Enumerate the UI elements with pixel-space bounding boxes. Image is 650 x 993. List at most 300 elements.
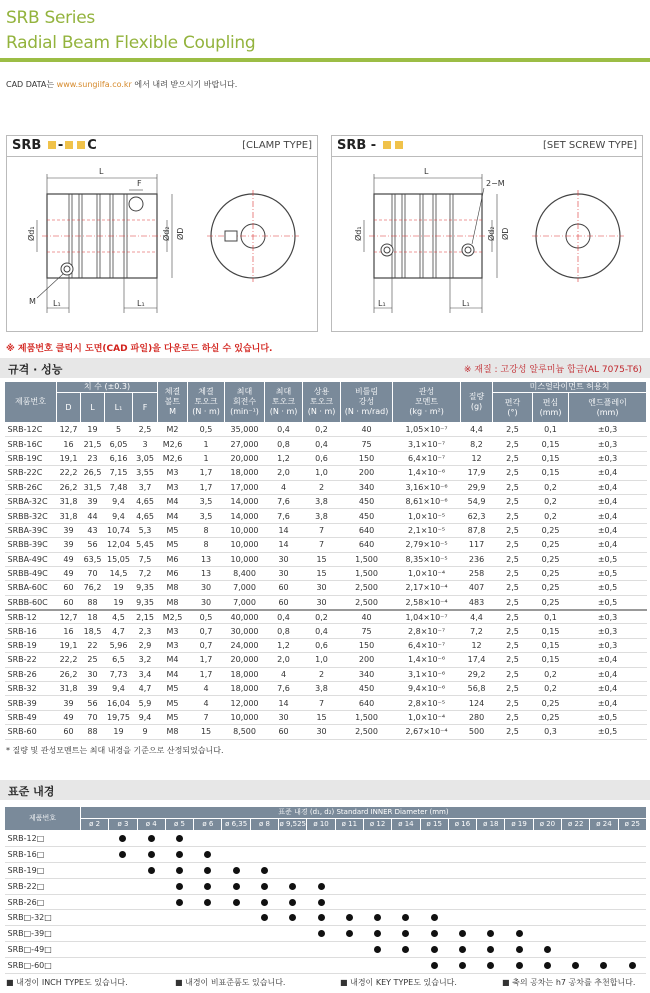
available-dot-icon <box>148 851 155 858</box>
model-link[interactable]: SRB-32 <box>5 682 57 696</box>
model-link[interactable]: SRB-22 <box>5 653 57 667</box>
bore-cell <box>392 942 420 958</box>
th-bore-size: ø 6 <box>194 819 222 831</box>
table-cell: 3,4 <box>133 667 158 681</box>
th-bore-size: ø 25 <box>618 819 646 831</box>
table-cell: 7,5 <box>133 552 158 566</box>
bore-model: SRB□-39□ <box>5 926 81 942</box>
bore-cell <box>590 942 618 958</box>
table-cell: ±0,3 <box>569 638 647 652</box>
table-cell: 1,04×10⁻⁷ <box>393 610 461 624</box>
model-link[interactable]: SRB-19C <box>5 451 57 465</box>
table-cell: 7 <box>303 523 341 537</box>
table-row <box>5 667 647 681</box>
table-cell: 0,15 <box>533 638 569 652</box>
bore-cell <box>81 878 109 894</box>
table-cell: 280 <box>461 710 493 724</box>
bore-cell <box>590 846 618 862</box>
bore-cell <box>222 894 250 910</box>
bore-model: SRB□-60□ <box>5 958 81 974</box>
model-link[interactable]: SRBB-60C <box>5 595 57 609</box>
bore-cell <box>222 926 250 942</box>
table-cell: 14 <box>265 523 303 537</box>
bore-cell <box>533 878 561 894</box>
th-bore-span: 표준 내경 (d₁, d₂) Standard INNER Diameter (mm) <box>81 807 647 819</box>
table-cell: 0,2 <box>533 509 569 523</box>
available-dot-icon <box>261 914 268 921</box>
bore-cell <box>363 910 391 926</box>
available-dot-icon <box>204 851 211 858</box>
dim-M: M <box>29 297 36 306</box>
table-cell: 1,7 <box>188 653 225 667</box>
cad-note-pre: CAD DATA는 <box>6 80 55 89</box>
table-cell: 0,3 <box>533 725 569 739</box>
table-cell: M6 <box>158 552 188 566</box>
table-cell: 19,75 <box>105 710 133 724</box>
table-cell: 26,2 <box>57 667 81 681</box>
table-cell: 70 <box>81 710 105 724</box>
table-cell: 17,000 <box>225 480 265 494</box>
th-D: D <box>57 393 81 423</box>
table-cell: 2,5 <box>493 538 533 552</box>
table-cell: 15 <box>303 566 341 580</box>
table-cell: 640 <box>341 538 393 552</box>
table-cell: 2,17×10⁻⁴ <box>393 581 461 595</box>
table-cell: 16 <box>57 624 81 638</box>
model-link[interactable]: SRBB-49C <box>5 566 57 580</box>
available-dot-icon <box>431 962 438 969</box>
table-cell: 31,5 <box>81 480 105 494</box>
table-cell: 0,4 <box>265 610 303 624</box>
table-row <box>5 710 647 724</box>
table-cell: 54,9 <box>461 494 493 508</box>
table-cell: 70 <box>81 566 105 580</box>
available-dot-icon <box>346 914 353 921</box>
bore-cell <box>335 942 363 958</box>
table-cell: 2,58×10⁻⁴ <box>393 595 461 609</box>
bore-cell <box>533 831 561 847</box>
available-dot-icon <box>119 851 126 858</box>
set-dim-d1: Ød₁ <box>354 226 363 241</box>
bore-model: SRB□-32□ <box>5 910 81 926</box>
bore-cell <box>307 942 335 958</box>
table-cell: 2,5 <box>493 667 533 681</box>
table-cell: 12 <box>461 638 493 652</box>
table-cell: 56,8 <box>461 682 493 696</box>
bore-cell <box>618 846 646 862</box>
table-cell: 8,2 <box>461 437 493 451</box>
table-cell: 5,3 <box>133 523 158 537</box>
table-cell: M4 <box>158 667 188 681</box>
table-cell: 1,500 <box>341 710 393 724</box>
bore-cell <box>137 958 165 974</box>
bore-cell <box>363 942 391 958</box>
table-cell: ±0,5 <box>569 566 647 580</box>
table-row <box>5 538 647 552</box>
model-link[interactable]: SRBA-49C <box>5 552 57 566</box>
model-link[interactable]: SRB-39 <box>5 696 57 710</box>
table-cell: 7,6 <box>265 509 303 523</box>
th-bore-size: ø 11 <box>335 819 363 831</box>
table-cell: 20,000 <box>225 653 265 667</box>
bore-cell <box>335 894 363 910</box>
bore-cell <box>194 878 222 894</box>
bore-cell <box>109 910 137 926</box>
table-row <box>5 638 647 652</box>
table-cell: 0,7 <box>188 638 225 652</box>
cad-link[interactable]: www.sungilfa.co.kr <box>56 80 132 89</box>
bore-cell <box>279 878 307 894</box>
page-header <box>0 0 650 64</box>
bore-cell <box>363 958 391 974</box>
table-cell: 27,000 <box>225 437 265 451</box>
model-link[interactable]: SRBB-32C <box>5 509 57 523</box>
th-norm-torque: 상용 토오크 (N · m) <box>303 382 341 423</box>
th-L1: L₁ <box>105 393 133 423</box>
table-row <box>5 846 647 862</box>
table-cell: 4,7 <box>105 624 133 638</box>
bore-cell <box>363 926 391 942</box>
table-row <box>5 910 647 926</box>
th-bore-size: ø 2 <box>81 819 109 831</box>
table-cell: ±0,3 <box>569 451 647 465</box>
table-cell: 40 <box>341 610 393 624</box>
bore-cell <box>533 894 561 910</box>
table-cell: ±0,4 <box>569 682 647 696</box>
bore-cell <box>533 942 561 958</box>
table-cell: 12,7 <box>57 423 81 437</box>
model-link[interactable]: SRBA-32C <box>5 494 57 508</box>
table-cell: 4,7 <box>133 682 158 696</box>
bore-footnote: ■ 내경이 비표준품도 있습니다. <box>175 978 286 987</box>
table-cell: 2,5 <box>493 552 533 566</box>
bore-cell <box>363 831 391 847</box>
spec-footnote: * 질량 및 관성모멘트는 최대 내경을 기준으로 산정되었습니다. <box>6 746 224 755</box>
table-cell: 9,4×10⁻⁶ <box>393 682 461 696</box>
table-cell: 2,5 <box>493 437 533 451</box>
bore-cell <box>109 878 137 894</box>
model-link[interactable]: SRB-19 <box>5 638 57 652</box>
table-cell: 4 <box>188 696 225 710</box>
bore-cell <box>363 894 391 910</box>
available-dot-icon <box>487 946 494 953</box>
available-dot-icon <box>459 962 466 969</box>
bore-section-bar <box>0 780 650 800</box>
table-cell: 2,5 <box>493 423 533 437</box>
bore-cell <box>279 926 307 942</box>
table-cell: 15,05 <box>105 552 133 566</box>
bore-cell <box>194 846 222 862</box>
table-cell: 1,0×10⁻⁵ <box>393 509 461 523</box>
bore-cell <box>363 878 391 894</box>
bore-cell <box>335 958 363 974</box>
table-cell: 18,000 <box>225 682 265 696</box>
table-cell: 15 <box>303 710 341 724</box>
table-cell: 1 <box>188 451 225 465</box>
bore-cell <box>392 958 420 974</box>
bore-cell <box>194 958 222 974</box>
table-row <box>5 509 647 523</box>
bore-cell <box>109 831 137 847</box>
table-cell: 450 <box>341 509 393 523</box>
set-dim-L1-right: L₁ <box>462 299 470 308</box>
table-cell: 22 <box>81 638 105 652</box>
model-link[interactable]: SRBA-60C <box>5 581 57 595</box>
bore-cell <box>109 926 137 942</box>
table-cell: 2 <box>303 667 341 681</box>
table-cell: 60 <box>57 581 81 595</box>
table-cell: 30 <box>303 595 341 609</box>
bore-cell <box>307 894 335 910</box>
bore-cell <box>590 831 618 847</box>
bore-cell <box>165 942 193 958</box>
table-cell: 6,4×10⁻⁷ <box>393 451 461 465</box>
table-cell: 18,000 <box>225 667 265 681</box>
table-cell: 18,000 <box>225 466 265 480</box>
table-cell: 2,5 <box>493 494 533 508</box>
available-dot-icon <box>516 930 523 937</box>
bore-cell <box>279 910 307 926</box>
available-dot-icon <box>176 899 183 906</box>
bore-cell <box>137 942 165 958</box>
table-cell: 3,5 <box>188 509 225 523</box>
table-cell: 10,000 <box>225 538 265 552</box>
table-cell: 18 <box>81 610 105 624</box>
available-dot-icon <box>318 930 325 937</box>
table-cell: 35,000 <box>225 423 265 437</box>
available-dot-icon <box>261 899 268 906</box>
th-parallel: 편심 (mm) <box>533 393 569 423</box>
th-bore-size: ø 22 <box>562 819 590 831</box>
bore-cell <box>335 862 363 878</box>
table-cell: M3 <box>158 624 188 638</box>
bore-cell <box>448 926 476 942</box>
dim-F: F <box>137 179 142 188</box>
bore-cell <box>81 894 109 910</box>
table-cell: 30,000 <box>225 624 265 638</box>
bore-cell <box>618 894 646 910</box>
table-cell: 21,5 <box>81 437 105 451</box>
table-cell: ±0,4 <box>569 696 647 710</box>
table-cell: 13 <box>188 552 225 566</box>
bore-cell <box>448 942 476 958</box>
bore-cell <box>562 846 590 862</box>
bore-cell <box>505 926 533 942</box>
table-cell: 14 <box>265 696 303 710</box>
table-cell: 2,1×10⁻⁵ <box>393 523 461 537</box>
table-cell: 0,2 <box>533 480 569 494</box>
th-bore-size: ø 20 <box>533 819 561 831</box>
table-cell: 2,5 <box>493 595 533 609</box>
table-cell: 22,2 <box>57 653 81 667</box>
table-cell: 4 <box>188 682 225 696</box>
table-cell: 39 <box>57 538 81 552</box>
available-dot-icon <box>176 851 183 858</box>
set-type-label: [SET SCREW TYPE] <box>543 140 637 151</box>
table-cell: 39 <box>57 523 81 537</box>
model-link[interactable]: SRB-60 <box>5 725 57 739</box>
bore-cell <box>250 831 278 847</box>
table-cell: 0,25 <box>533 523 569 537</box>
th-inertia: 관성 모멘트 (kg · m²) <box>393 382 461 423</box>
table-cell: M3 <box>158 638 188 652</box>
model-link[interactable]: SRB-26C <box>5 480 57 494</box>
download-notice: ※ 제품번호 클릭시 도면(CAD 파일)을 다운로드 하실 수 있습니다. <box>6 344 273 354</box>
table-cell: 14,5 <box>105 566 133 580</box>
table-cell: 60 <box>265 581 303 595</box>
available-dot-icon <box>318 899 325 906</box>
model-link[interactable]: SRB-22C <box>5 466 57 480</box>
available-dot-icon <box>289 914 296 921</box>
table-cell: 4,4 <box>461 423 493 437</box>
available-dot-icon <box>402 930 409 937</box>
table-cell: 2,67×10⁻⁴ <box>393 725 461 739</box>
bore-cell <box>279 846 307 862</box>
table-cell: 0,2 <box>533 667 569 681</box>
table-cell: 14,000 <box>225 494 265 508</box>
bore-cell <box>81 910 109 926</box>
model-link[interactable]: SRB-12 <box>5 610 57 624</box>
bore-cell <box>109 862 137 878</box>
bore-cell <box>335 846 363 862</box>
bore-model: SRB□-49□ <box>5 942 81 958</box>
table-row <box>5 682 647 696</box>
table-cell: 5,45 <box>133 538 158 552</box>
available-dot-icon <box>629 962 636 969</box>
model-link[interactable]: SRB-26 <box>5 667 57 681</box>
set-dim-2M: 2−M <box>486 179 505 188</box>
bore-cell <box>392 910 420 926</box>
available-dot-icon <box>572 962 579 969</box>
bore-cell <box>420 846 448 862</box>
model-link[interactable]: SRBA-39C <box>5 523 57 537</box>
th-angular: 편각 (°) <box>493 393 533 423</box>
table-cell: 29,2 <box>461 667 493 681</box>
table-cell: M8 <box>158 581 188 595</box>
bore-cell <box>477 846 505 862</box>
bore-cell <box>533 862 561 878</box>
bore-cell <box>165 958 193 974</box>
table-cell: 1,0 <box>303 466 341 480</box>
bore-cell <box>250 894 278 910</box>
th-bore-size: ø 19 <box>505 819 533 831</box>
table-cell: ±0,4 <box>569 494 647 508</box>
bore-cell <box>505 878 533 894</box>
bore-cell <box>533 958 561 974</box>
th-stiffness: 비틀림 강성 (N · m/rad) <box>341 382 393 423</box>
available-dot-icon <box>487 930 494 937</box>
table-cell: 15 <box>303 552 341 566</box>
table-cell: 3,55 <box>133 466 158 480</box>
table-cell: 88 <box>81 725 105 739</box>
clamp-drawing <box>7 158 317 330</box>
table-cell: M8 <box>158 595 188 609</box>
table-cell: 26,5 <box>81 466 105 480</box>
bore-cell <box>420 878 448 894</box>
available-dot-icon <box>233 867 240 874</box>
table-cell: 60 <box>57 725 81 739</box>
table-cell: 2,500 <box>341 595 393 609</box>
set-code: SRB - <box>337 138 405 153</box>
table-cell: 2,3 <box>133 624 158 638</box>
table-cell: 3,5 <box>188 494 225 508</box>
table-cell: 30 <box>188 581 225 595</box>
table-cell: 340 <box>341 480 393 494</box>
th-bore-size: ø 3 <box>109 819 137 831</box>
available-dot-icon <box>119 835 126 842</box>
table-cell: 1,4×10⁻⁶ <box>393 653 461 667</box>
table-cell: 6,16 <box>105 451 133 465</box>
table-cell: 407 <box>461 581 493 595</box>
table-cell: 76,2 <box>81 581 105 595</box>
bore-cell <box>222 846 250 862</box>
table-cell: M6 <box>158 566 188 580</box>
table-cell: 56 <box>81 696 105 710</box>
table-cell: 2,5 <box>493 466 533 480</box>
table-cell: 2,5 <box>493 523 533 537</box>
bore-cell <box>533 926 561 942</box>
th-L: L <box>81 393 105 423</box>
bore-model: SRB-22□ <box>5 878 81 894</box>
model-link[interactable]: SRBB-39C <box>5 538 57 552</box>
table-cell: 7,000 <box>225 581 265 595</box>
table-cell: 8,400 <box>225 566 265 580</box>
bore-cell <box>448 910 476 926</box>
table-cell: 500 <box>461 725 493 739</box>
bore-cell <box>448 862 476 878</box>
table-cell: 9,35 <box>133 595 158 609</box>
table-cell: 1,7 <box>188 480 225 494</box>
bore-cell <box>618 831 646 847</box>
table-cell: 75 <box>341 624 393 638</box>
table-cell: M3 <box>158 466 188 480</box>
table-cell: 31,8 <box>57 509 81 523</box>
table-cell: 0,7 <box>188 624 225 638</box>
table-cell: M2,6 <box>158 451 188 465</box>
table-cell: 10,000 <box>225 552 265 566</box>
table-cell: 3,8 <box>303 509 341 523</box>
model-link[interactable]: SRB-12C <box>5 423 57 437</box>
model-link[interactable]: SRB-16 <box>5 624 57 638</box>
set-screw-drawing <box>332 158 642 330</box>
model-link[interactable]: SRB-49 <box>5 710 57 724</box>
header-divider <box>0 58 650 62</box>
bore-cell <box>137 910 165 926</box>
table-cell: 1,2 <box>265 638 303 652</box>
bore-cell <box>165 910 193 926</box>
bore-cell <box>562 894 590 910</box>
bore-cell <box>137 878 165 894</box>
table-cell: 4,4 <box>461 610 493 624</box>
bore-cell <box>81 926 109 942</box>
table-cell: 49 <box>57 566 81 580</box>
bore-cell <box>448 846 476 862</box>
table-cell: 6,5 <box>105 653 133 667</box>
table-cell: M3 <box>158 480 188 494</box>
table-cell: ±0,5 <box>569 725 647 739</box>
bore-cell <box>137 926 165 942</box>
table-cell: 62,3 <box>461 509 493 523</box>
table-cell: 20,000 <box>225 451 265 465</box>
table-cell: 5,9 <box>133 696 158 710</box>
table-cell: 5 <box>105 423 133 437</box>
table-cell: 10,000 <box>225 523 265 537</box>
th-model: 제품번호 <box>5 382 57 423</box>
model-link[interactable]: SRB-16C <box>5 437 57 451</box>
table-cell: ±0,5 <box>569 710 647 724</box>
bore-cell <box>307 862 335 878</box>
table-cell: 0,25 <box>533 538 569 552</box>
